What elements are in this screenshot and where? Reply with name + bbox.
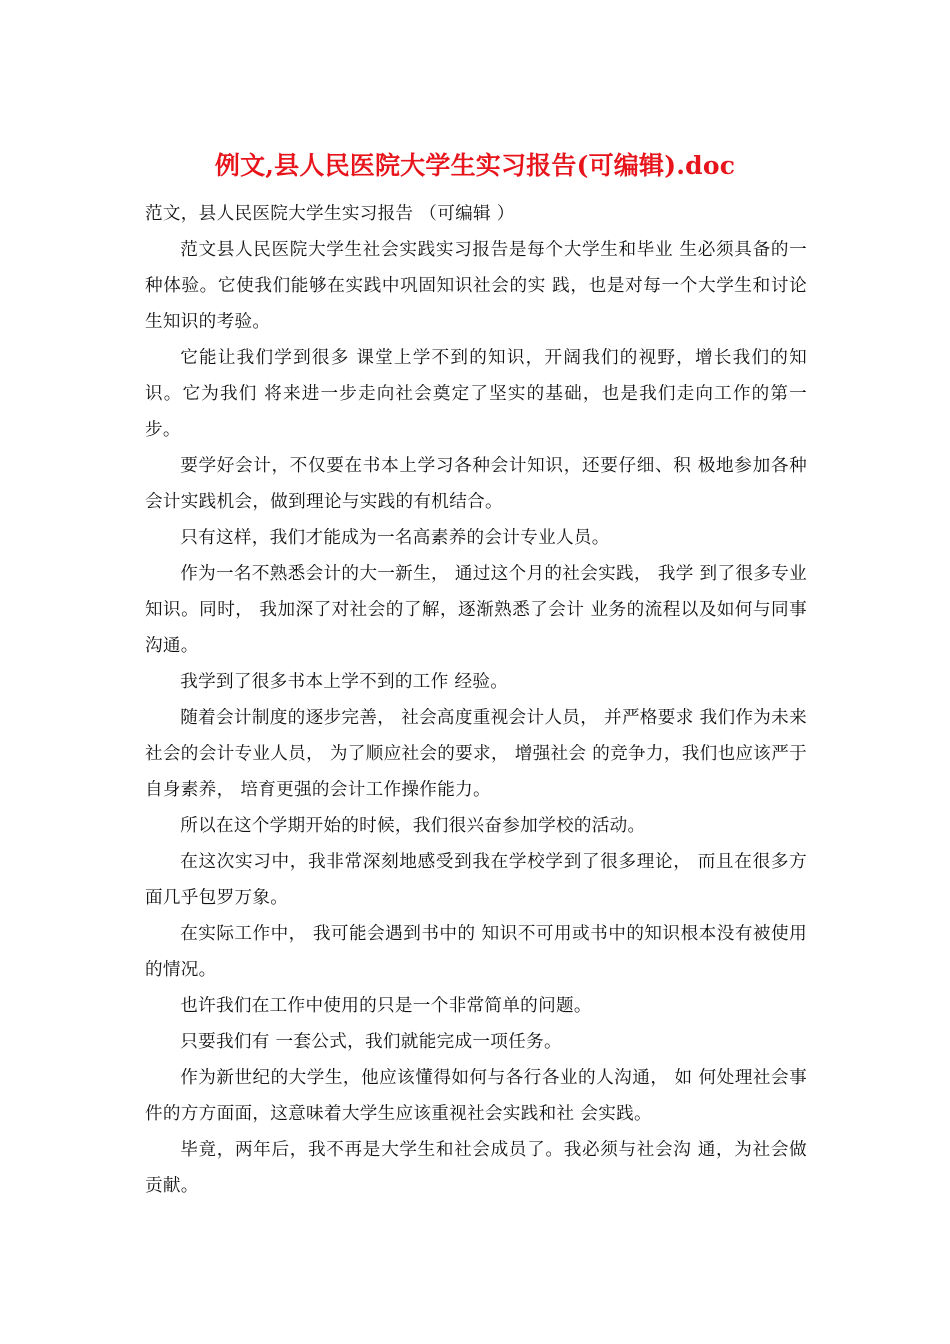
paragraph: 只有这样，我们才能成为一名高素养的会计专业人员。 — [180, 528, 610, 548]
paragraph: 毕竟，两年后，我不再是大学生和社会成员了。我必须与社会沟 通，为社会做贡献。 — [145, 1140, 807, 1196]
document-title: 例文,县人民医院大学生实习报告(可编辑).doc — [214, 151, 736, 180]
document-body — [145, 196, 807, 1204]
paragraph: 范文县人民医院大学生社会实践实习报告是每个大学生和毕业 生必须具备的一种体验。它使我们能够在实践中巩固知识社会的实 践，也是对每一个大学生和讨论生知识的考验。 — [145, 240, 807, 332]
paragraph: 它能让我们学到很多 课堂上学不到的知识，开阔我们的视野，增长我们的知识。它为我们 将来进一步走向社会奠定了坚实的基础，也是我们走向工作的第一 步。 — [145, 348, 807, 440]
paragraph: 只要我们有 一套公式，我们就能完成一项任务。 — [180, 1032, 562, 1052]
paragraph: 所以在这个学期开始的时候，我们很兴奋参加学校的活动。 — [180, 816, 646, 836]
paragraph: 作为一名不熟悉会计的大一新生， 通过这个月的社会实践， 我学 到了很多专业知识。同时， 我加深了对社会的了解，逐渐熟悉了会计 业务的流程以及如何与同事沟通。 — [145, 564, 807, 656]
paragraph: 要学好会计，不仅要在书本上学习各种会计知识，还要仔细、积 极地参加各种会计实践机会，做到理论与实践的有机结合。 — [145, 456, 807, 512]
paragraph: 也许我们在工作中使用的只是一个非常简单的问题。 — [180, 996, 592, 1016]
paragraph: 在这次实习中，我非常深刻地感受到我在学校学到了很多理论， 而且在很多方面几乎包罗万象。 — [145, 852, 807, 908]
paragraph: 随着会计制度的逐步完善， 社会高度重视会计人员， 并严格要求 我们作为未来社会的会计专业人员， 为了顺应社会的要求， 增强社会 的竞争力，我们也应该严于自身素养， 培育更强的会计工作操作能力。 — [145, 708, 807, 800]
paragraph: 作为新世纪的大学生，他应该懂得如何与各行各业的人沟通， 如 何处理社会事件的方方面面，这意味着大学生应该重视社会实践和社 会实践。 — [145, 1068, 807, 1124]
document-subtitle: 范文，县人民医院大学生实习报告 （可编辑 ） — [145, 204, 515, 224]
paragraph: 我学到了很多书本上学不到的工作 经验。 — [180, 672, 509, 692]
paragraph: 在实际工作中， 我可能会遇到书中的 知识不可用或书中的知识根本没有被使用的情况。 — [145, 924, 807, 980]
